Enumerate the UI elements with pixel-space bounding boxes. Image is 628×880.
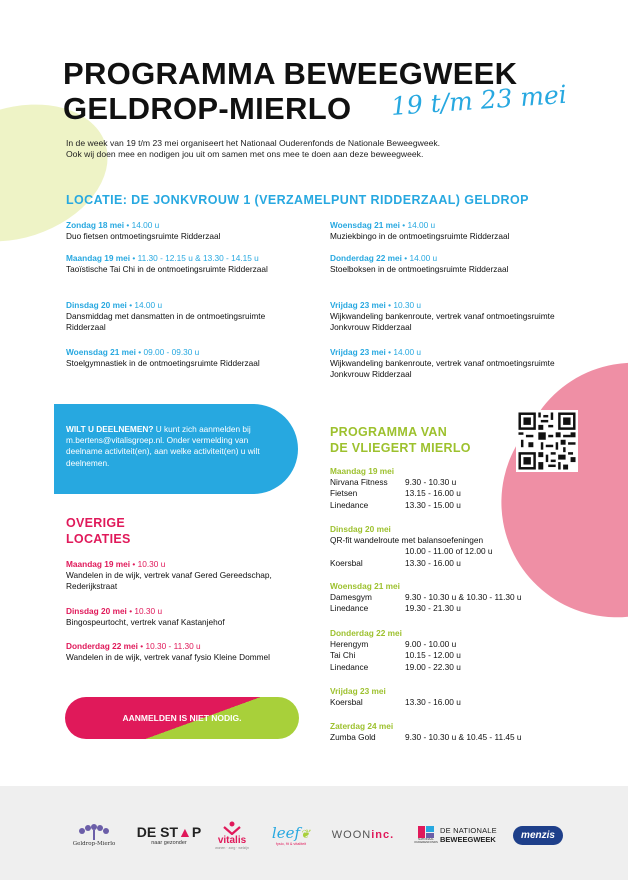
- page-title-line-1: PROGRAMMA BEWEEGWEEK: [63, 56, 518, 91]
- qr-code: [516, 410, 578, 472]
- event-item: [66, 347, 306, 369]
- logo-beweegweek-line-2: BEWEEGWEEK: [440, 835, 496, 844]
- event-time: • 14.00 u: [129, 300, 163, 310]
- schedule-time: 10.00 - 11.00 of 12.00 u: [405, 546, 493, 557]
- event-date: Vrijdag 23 mei: [330, 347, 386, 357]
- event-time: • 11.30 - 12.15 u & 13.30 - 14.15 u: [132, 253, 259, 263]
- logo-vitalis: [210, 820, 254, 850]
- logo-destap-sub: naar gezonder: [151, 840, 187, 846]
- logo-beweegweek-line-1: DE NATIONALE: [440, 826, 497, 835]
- event-time: • 14.00 u: [402, 220, 436, 230]
- event-item: [330, 300, 555, 334]
- event-description: Wandelen in de wijk, vertrek vanaf Gered Gereedschap, Rederijkstraat: [66, 570, 272, 592]
- logo-de-stap: [138, 820, 200, 850]
- schedule-row: [330, 535, 590, 546]
- date-range-script: 19 t/m 23 mei: [389, 79, 568, 121]
- logo-destap-a-icon: ▲: [178, 824, 192, 840]
- schedule-row: [330, 546, 590, 557]
- schedule-day: [330, 628, 590, 673]
- schedule-day-title: Maandag 19 mei: [330, 466, 395, 476]
- vliegert-title: [330, 424, 471, 456]
- schedule-day: [330, 466, 590, 511]
- event-description: Bingospeurtocht, vertrek vanaf Kastanjehof: [66, 617, 225, 628]
- logo-menzis: [510, 820, 566, 850]
- schedule-day: [330, 524, 590, 569]
- event-description: Wandelen in de wijk, vertrek vanaf fysio Kleine Dommel: [66, 652, 270, 663]
- logo-menzis-text: menzis: [513, 826, 563, 845]
- no-registration-banner: [65, 697, 299, 739]
- schedule-row: [330, 477, 590, 488]
- intro-text: [66, 138, 546, 161]
- schedule-activity: QR-fit wandelroute met balansoefeningen: [330, 535, 484, 546]
- location-title: LOCATIE: DE JONKVROUW 1 (VERZAMELPUNT RIDDERZAAL) GELDROP: [66, 193, 529, 207]
- other-locations-title-line-1: OVERIGE: [66, 516, 126, 530]
- schedule-time: 13.15 - 16.00 u: [405, 488, 461, 499]
- person-icon: [222, 821, 242, 835]
- logo-woon-end: inc.: [371, 829, 395, 841]
- schedule-time: 10.15 - 12.00 u: [405, 650, 461, 661]
- logo-wooninc: [326, 820, 400, 850]
- logo-vitalis-sub: wonen · zorg · welzijn: [215, 845, 249, 850]
- schedule-day-title: Donderdag 22 mei: [330, 628, 402, 638]
- page-title-line-2: GELDROP-MIERLO: [63, 91, 352, 126]
- schedule-time: 9.00 - 10.00 u: [405, 639, 457, 650]
- other-locations-title: [66, 515, 131, 547]
- vliegert-title-line-2: DE VLIEGERT MIERLO: [330, 441, 471, 455]
- event-date: Woensdag 21 mei: [330, 220, 400, 230]
- schedule-time: 13.30 - 16.00 u: [405, 557, 461, 568]
- vliegert-title-line-1: PROGRAMMA VAN: [330, 425, 448, 439]
- event-time: • 14.00 u: [404, 253, 438, 263]
- event-time: • 14.00 u: [388, 347, 422, 357]
- leaf-icon: ❦: [300, 827, 311, 841]
- event-date: Zondag 18 mei: [66, 220, 125, 230]
- schedule-time: 9.30 - 10.30 u: [405, 477, 457, 488]
- event-description: Stoelgymnastiek in de ontmoetingsruimte Ridderzaal: [66, 358, 260, 369]
- event-date: Vrijdag 23 mei: [330, 300, 386, 310]
- event-date: Maandag 19 mei: [66, 253, 131, 263]
- logo-nationale-beweegweek: [440, 820, 502, 850]
- logo-geldrop-mierlo: [64, 820, 124, 850]
- logo-destap-end: P: [191, 824, 202, 840]
- schedule-time: 19.30 - 21.30 u: [405, 603, 461, 614]
- schedule-activity: Nirvana Fitness: [330, 477, 388, 488]
- event-item: [66, 559, 281, 593]
- schedule-activity: Tai Chi: [330, 650, 356, 661]
- qr-code-icon: [516, 410, 578, 472]
- register-lead: WILT U DEELNEMEN?: [66, 424, 154, 434]
- schedule-day-title: Zaterdag 24 mei: [330, 721, 394, 731]
- event-description: Wijkwandeling bankenroute, vertrek vanaf ontmoetingsruimte Jonkvrouw Ridderzaal: [330, 358, 555, 380]
- schedule-row: [330, 500, 590, 511]
- schedule-activity: Koersbal: [330, 557, 363, 568]
- schedule-time: 13.30 - 16.00 u: [405, 697, 461, 708]
- event-description: Muziekbingo in de ontmoetingsruimte Ridderzaal: [330, 231, 510, 242]
- schedule-row: [330, 650, 590, 661]
- event-item: [66, 641, 281, 663]
- event-time: • 10.30 - 11.30 u: [140, 641, 201, 651]
- event-time: • 10.30 u: [388, 300, 422, 310]
- event-date: Woensdag 21 mei: [66, 347, 136, 357]
- event-item: [330, 220, 570, 242]
- schedule-activity: Damesgym: [330, 592, 372, 603]
- logo-leef: [264, 820, 318, 850]
- event-item: [66, 253, 306, 275]
- logo-geldrop-text: Geldrop-Mierlo: [72, 841, 116, 847]
- schedule-activity: Zumba Gold: [330, 732, 376, 743]
- schedule-row: [330, 592, 590, 603]
- logo-ouderenfonds-text: NATIONAAL OUDERENFONDS: [414, 836, 438, 844]
- tree-icon: [74, 823, 114, 841]
- schedule-row: [330, 639, 590, 650]
- schedule-time: 9.30 - 10.30 u & 10.30 - 11.30 u: [405, 592, 522, 603]
- schedule-activity: Fietsen: [330, 488, 358, 499]
- event-item: [330, 347, 555, 381]
- event-item: [66, 606, 281, 628]
- event-item: [66, 300, 306, 334]
- schedule-time: 9.30 - 10.30 u & 10.45 - 11.45 u: [405, 732, 522, 743]
- schedule-row: [330, 603, 590, 614]
- schedule-activity: Linedance: [330, 603, 369, 614]
- logo-leef-sub: fysio, fit & vitaliteit: [275, 842, 307, 846]
- event-time: • 10.30 u: [129, 606, 163, 616]
- event-item: [66, 220, 306, 242]
- event-date: Dinsdag 20 mei: [66, 300, 127, 310]
- register-info-text: [66, 424, 281, 469]
- event-time: • 14.00 u: [126, 220, 160, 230]
- event-date: Donderdag 22 mei: [66, 641, 138, 651]
- event-description: Stoelboksen in de ontmoetingsruimte Ridderzaal: [330, 264, 509, 275]
- schedule-day: [330, 686, 590, 708]
- schedule-row: [330, 662, 590, 673]
- intro-line-2: Ook wij doen mee en nodigen jou uit om samen met ons mee te doen aan deze beweegweek.: [66, 149, 424, 160]
- event-description: Taoïstische Tai Chi in de ontmoetingsruimte Ridderzaal: [66, 264, 268, 275]
- event-item: [330, 253, 570, 275]
- no-registration-text: AANMELDEN IS NIET NODIG.: [122, 713, 242, 723]
- event-date: Donderdag 22 mei: [330, 253, 402, 263]
- other-locations-title-line-2: LOCATIES: [66, 532, 131, 546]
- schedule-row: [330, 732, 590, 743]
- schedule-time: 19.00 - 22.30 u: [405, 661, 461, 672]
- schedule-row: [330, 558, 590, 569]
- ouderenfonds-icon: [418, 826, 434, 838]
- intro-line-1: In de week van 19 t/m 23 mei organiseert het Nationaal Ouderenfonds de Nationale Beweegweek.: [66, 138, 441, 148]
- schedule-time: 13.30 - 15.00 u: [405, 499, 461, 510]
- register-body: U kunt zich aanmelden bij m.bertens@vitalisgroep.nl. Onder vermelding van deelname activiteit(en), aan welke activiteit(en) u wilt deelnemen.: [66, 424, 260, 468]
- logo-leef-text: leef: [271, 824, 301, 842]
- event-date: Maandag 19 mei: [66, 559, 131, 569]
- schedule-row: [330, 488, 590, 499]
- schedule-day: [330, 721, 590, 743]
- logo-destap-text: DE ST: [136, 824, 179, 840]
- event-time: • 10.30 u: [132, 559, 166, 569]
- event-description: Duo fietsen ontmoetingsruimte Ridderzaal: [66, 231, 221, 242]
- logo-vitalis-text: vitalis: [217, 834, 247, 846]
- logo-ouderenfonds: [410, 820, 442, 850]
- schedule-activity: Linedance: [330, 499, 369, 510]
- schedule-activity: Linedance: [330, 661, 369, 672]
- schedule-day-title: Woensdag 21 mei: [330, 581, 400, 591]
- event-time: • 09.00 - 09.30 u: [138, 347, 200, 357]
- schedule-day-title: Dinsdag 20 mei: [330, 524, 391, 534]
- schedule-day: [330, 581, 590, 615]
- schedule-activity: Herengym: [330, 639, 369, 650]
- schedule-activity: Koersbal: [330, 697, 363, 708]
- event-description: Dansmiddag met dansmatten in de ontmoetingsruimte Ridderzaal: [66, 311, 266, 333]
- event-description: Wijkwandeling bankenroute, vertrek vanaf ontmoetingsruimte Jonkvrouw Ridderzaal: [330, 311, 555, 333]
- schedule-row: [330, 697, 590, 708]
- event-date: Dinsdag 20 mei: [66, 606, 127, 616]
- schedule-day-title: Vrijdag 23 mei: [330, 686, 386, 696]
- logo-woon-text: WOON: [331, 829, 372, 841]
